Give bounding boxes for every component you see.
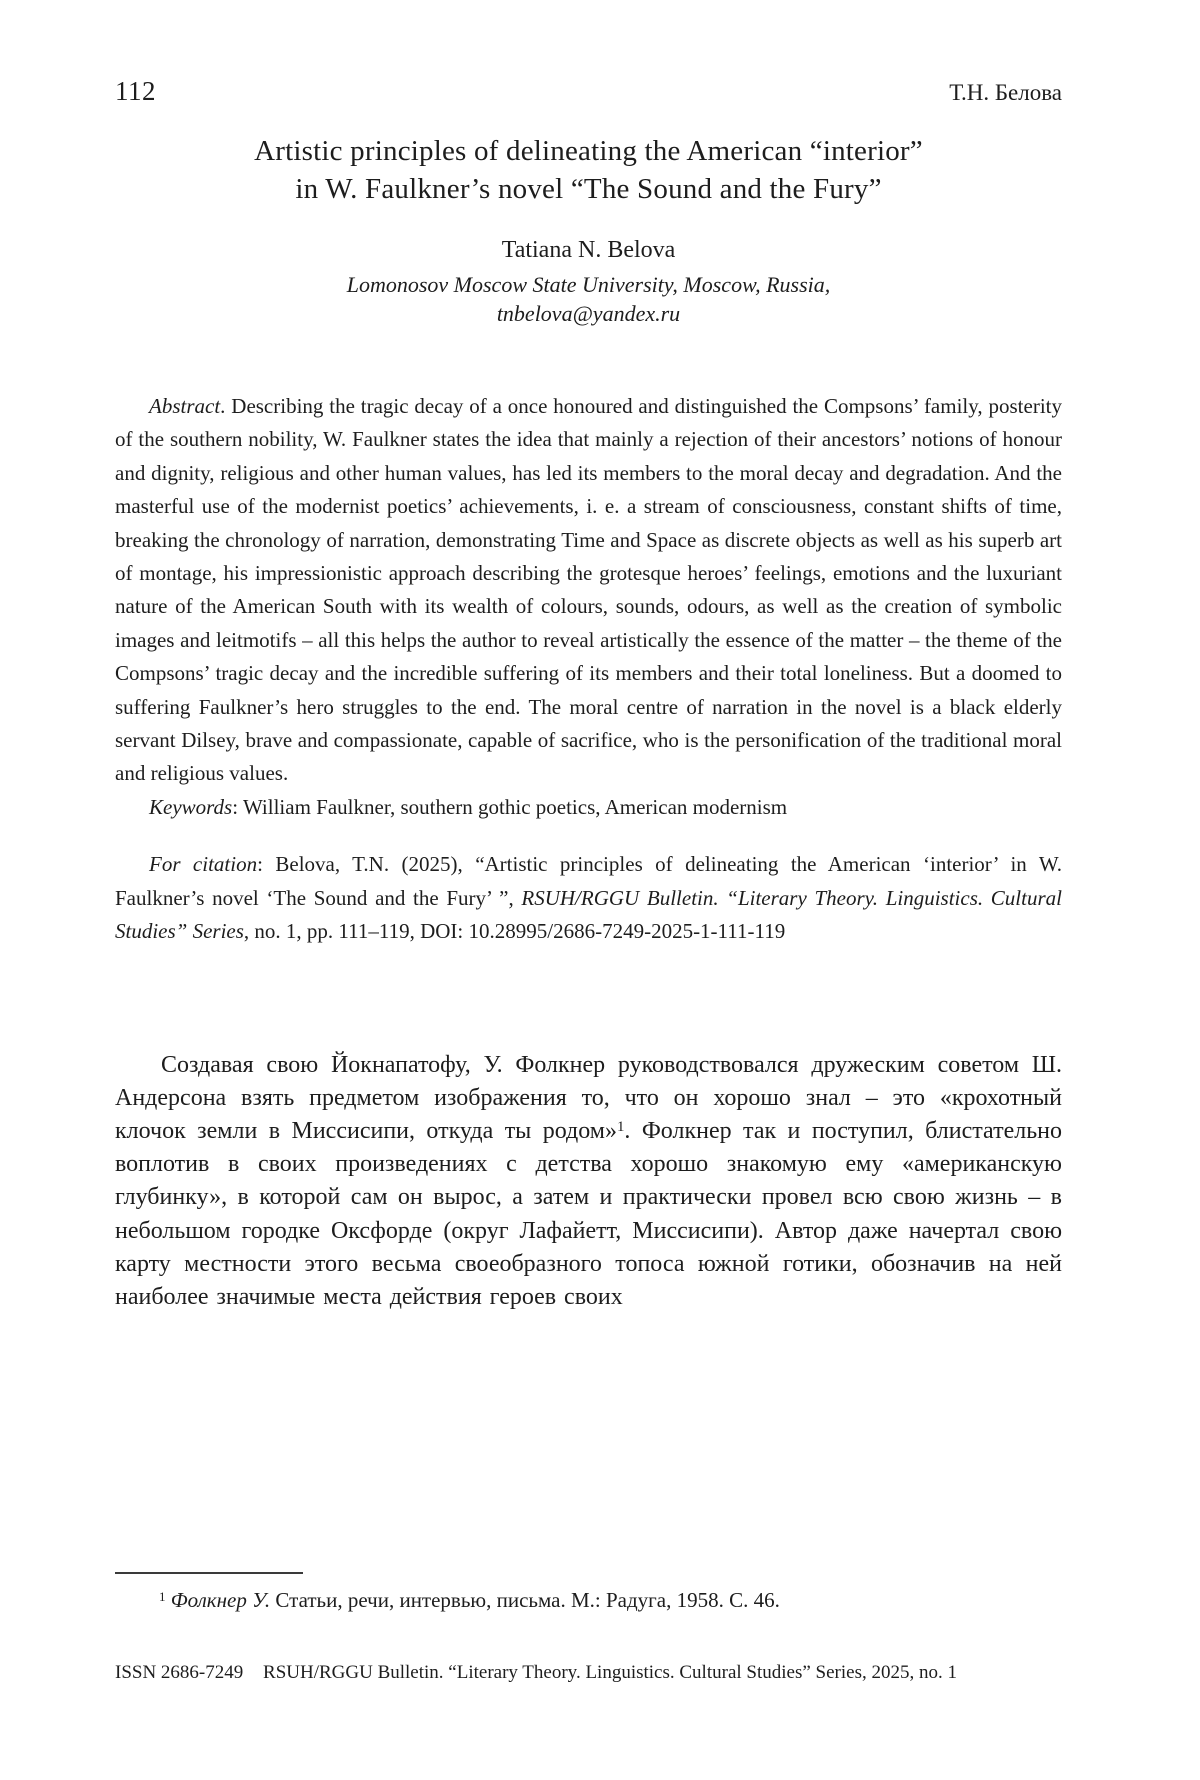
- footnote-divider: [115, 1572, 303, 1574]
- footer-issn: ISSN 2686-7249: [115, 1662, 244, 1683]
- footnote-block: [115, 1572, 1062, 1614]
- running-head: [115, 76, 1062, 107]
- article-title-line-2: in W. Faulkner’s novel “The Sound and the Fury”: [295, 173, 882, 205]
- footer-journal-line: RSUH/RGGU Bulletin. “Literary Theory. Linguistics. Cultural Studies” Series, 2025, no. 1: [263, 1662, 957, 1683]
- running-head-author: Т.Н. Белова: [949, 80, 1062, 105]
- page-number: 112: [115, 76, 156, 106]
- footnote-text: $^1$ Фолкнер У. Статьи, речи, интервью, письма. М.: Радуга, 1958. С. 46.: [159, 1588, 780, 1612]
- author-email: tnbelova@yandex.ru: [496, 301, 681, 326]
- page-footer: [115, 1662, 1075, 1684]
- article-title-line-1: Artistic principles of delineating the American “interior”: [254, 135, 923, 167]
- citation-paragraph: For citation: Belova, T.N. (2025), “Artistic principles of delineating the American ‘interior’ in W. Faulkner’s novel ‘The Sound and the Fury’ ”, RSUH/RGGU Bulletin. “Literary Theory. Linguistics. Cultural Studies” Series, no. 1, pp. 111–119, DOI: 10.28995/2686-7249-2025-1-111-119: [115, 852, 1062, 944]
- article-title: [115, 132, 1062, 208]
- body-paragraph: Создавая свою Йокнапатофу, У. Фолкнер руководствовался дружеским советом Ш. Андерсона взять предметом изображения то, что он хорошо знал – это «крохотный клочок земли в Миссисипи, откуда ты родом»$^1$. Фолкнер так и поступил, блистательно воплотив в своих произведениях с детства хорошо знакомую ему «американскую глубинку», в которой сам он вырос, а затем и практически провел всю свою жизнь – в небольшом городке Оксфорде (округ Лафайетт, Миссисипи). Автор даже начертал свою карту местности этого весьма своеобразного топоса южной готики, обозначив на ней наиболее значимые места действия героев своих: [115, 1051, 1062, 1310]
- author-affiliation: Lomonosov Moscow State University, Moscow, Russia,: [346, 272, 831, 297]
- main-column: [115, 132, 1062, 1314]
- abstract-paragraph: Abstract. Describing the tragic decay of a once honoured and distinguished the Compsons’ family, posterity of the southern nobility, W. Faulkner states the idea that mainly a rejection of their ancestors’ notions of honour and dignity, religious and other human values, has led its members to the moral decay and degradation. And the masterful use of the modernist poetics’ achievements, i. e. a stream of consciousness, constant shifts of time, breaking the chronology of narration, demonstrating Time and Space as discrete objects as well as his superb art of montage, his impressionistic approach describing the grotesque heroes’ feelings, emotions and the luxuriant nature of the American South with its wealth of colours, sounds, odours, as well as the creation of symbolic images and leitmotifs – all this helps the author to reveal artistically the essence of the matter – the theme of the Compsons’ tragic decay and the incredible suffering of its members and their total loneliness. But a doomed to suffering Faulkner’s hero struggles to the end. The moral centre of narration in the novel is a black elderly servant Dilsey, brave and compassionate, capable of sacrifice, who is the personification of the traditional moral and religious values.: [115, 394, 1062, 786]
- author-name: Tatiana N. Belova: [501, 237, 676, 263]
- keywords-line: Keywords: William Faulkner, southern gothic poetics, American modernism: [149, 794, 788, 819]
